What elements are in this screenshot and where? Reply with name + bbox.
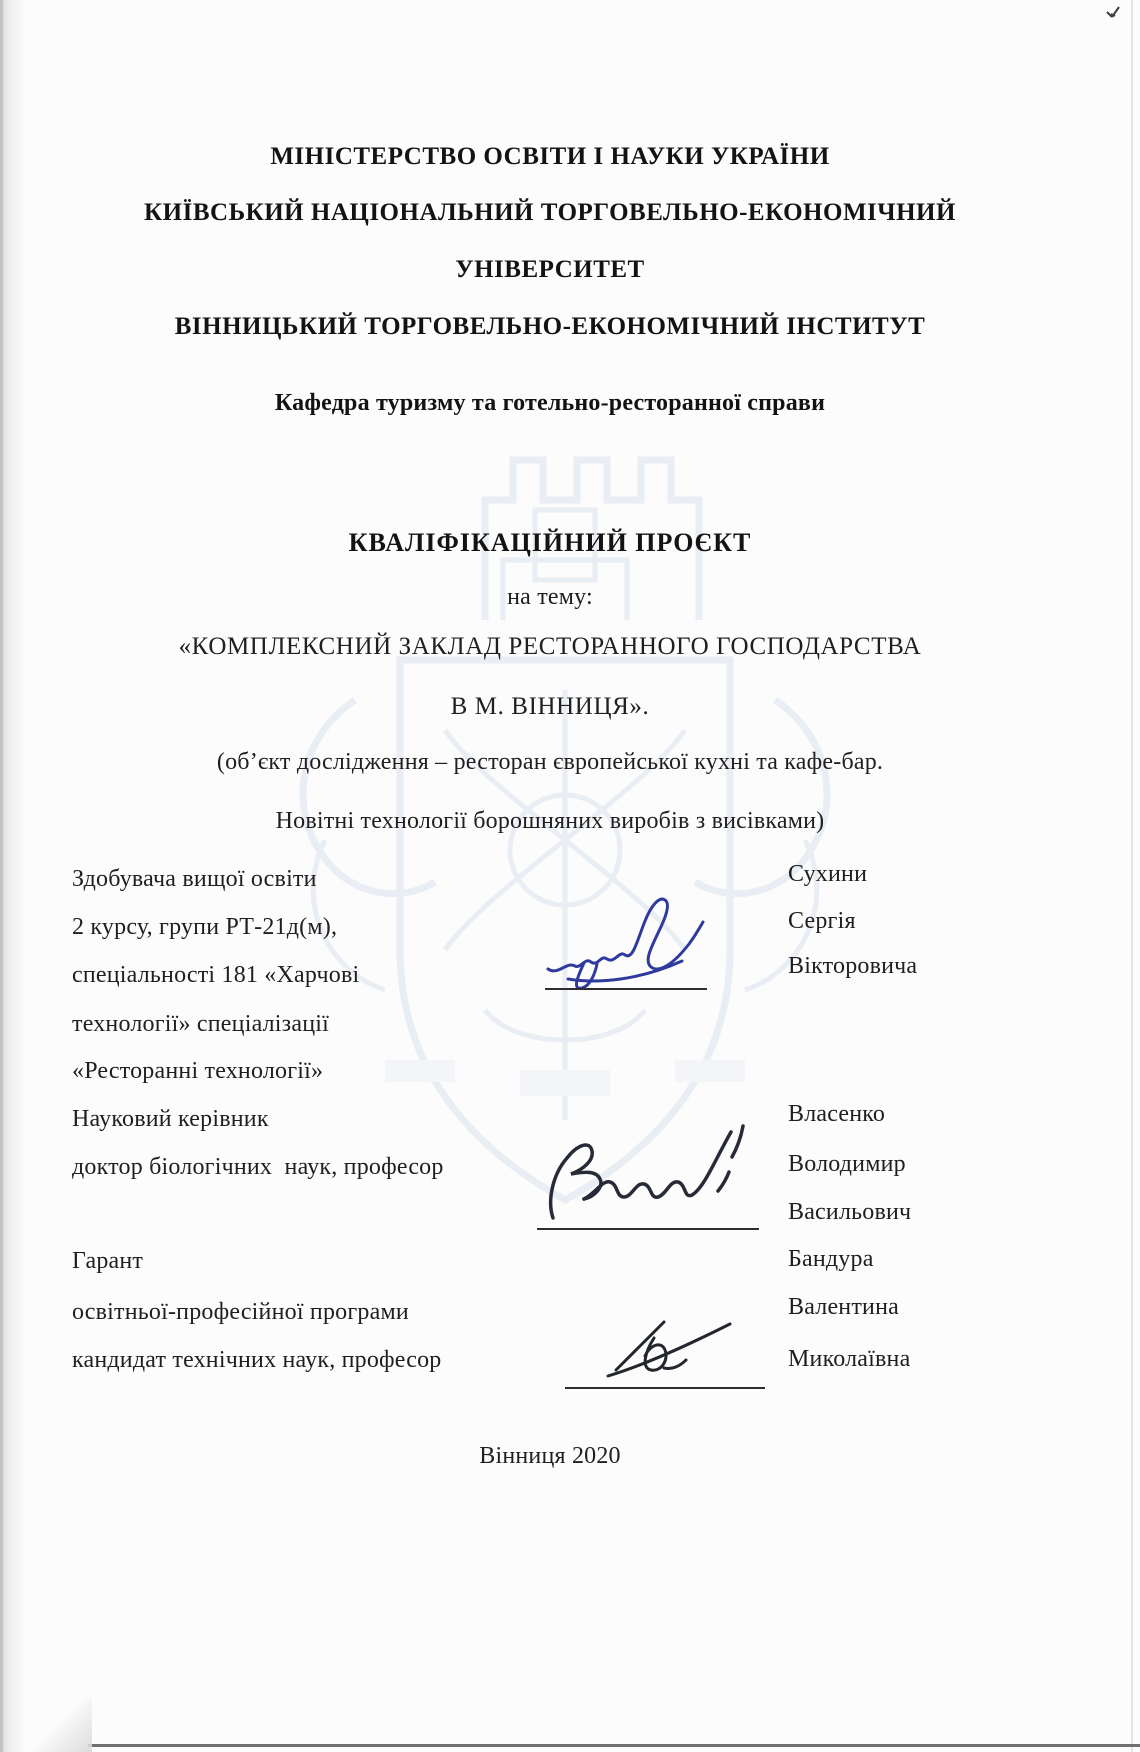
- student-role-line-1: Здобувача вищої освіти: [72, 866, 317, 892]
- guarantor-signature-line: [565, 1387, 765, 1389]
- supervisor-surname: Власенко: [788, 1101, 886, 1127]
- department-line: Кафедра туризму та готельно-ресторанної справи: [274, 390, 826, 416]
- supervisor-signature: [533, 1118, 765, 1233]
- student-role-line-5: «Ресторанні технології»: [72, 1058, 324, 1084]
- student-firstname: Сергія: [788, 908, 856, 934]
- student-signature: [540, 893, 710, 993]
- scan-left-edge: [0, 0, 26, 1752]
- topic-line-1: «КОМПЛЕКСНИЙ ЗАКЛАД РЕСТОРАННОГО ГОСПОДАРСТВА: [178, 633, 922, 660]
- university-line-2: УНІВЕРСИТЕТ: [455, 256, 645, 283]
- guarantor-role-line-1: Гарант: [72, 1248, 144, 1274]
- scan-left-edge-line: [0, 0, 3, 1752]
- guarantor-patronymic: Миколаївна: [788, 1346, 911, 1372]
- on-topic-label: на тему:: [507, 584, 593, 610]
- student-signature-line: [545, 988, 707, 990]
- student-role-line-2: 2 курсу, групи РТ-21д(м),: [72, 914, 338, 940]
- topic-line-2: В М. ВІННИЦЯ».: [450, 693, 650, 720]
- supervisor-role-line-1: Науковий керівник: [72, 1106, 269, 1132]
- guarantor-role-line-3: кандидат технічних наук, професор: [72, 1347, 442, 1373]
- institute-line: ВІННИЦЬКИЙ ТОРГОВЕЛЬНО-ЕКОНОМІЧНИЙ ІНСТИТУТ: [174, 313, 926, 340]
- scan-right-edge-line: [1131, 0, 1133, 1752]
- ministry-line: МІНІСТЕРСТВО ОСВІТИ І НАУКИ УКРАЇНИ: [270, 143, 830, 170]
- city-year-line: Вінниця 2020: [479, 1443, 621, 1469]
- university-line-1: КИЇВСЬКИЙ НАЦІОНАЛЬНИЙ ТОРГОВЕЛЬНО-ЕКОНОМІЧНИЙ: [144, 199, 956, 226]
- guarantor-firstname: Валентина: [788, 1294, 899, 1320]
- scan-bottom-edge: [88, 1744, 1140, 1747]
- student-role-line-3: спеціальності 181 «Харчові: [72, 962, 360, 988]
- subject-line-2: Новітні технології борошняних виробів з висівками): [275, 808, 825, 834]
- supervisor-signature-line: [537, 1228, 759, 1230]
- student-patronymic: Вікторовича: [788, 953, 918, 979]
- guarantor-signature: [598, 1312, 738, 1382]
- student-surname: Сухини: [788, 861, 868, 887]
- emblem-fills: [385, 1060, 745, 1096]
- work-type-title: КВАЛІФІКАЦІЙНИЙ ПРОЄКТ: [348, 528, 752, 557]
- subject-line-1: (об’єкт дослідження – ресторан європейської кухні та кафе-бар.: [216, 749, 884, 775]
- supervisor-firstname: Володимир: [788, 1151, 906, 1177]
- scan-corner-shadow: [0, 1698, 92, 1752]
- pen-mark-icon: [1103, 4, 1123, 22]
- guarantor-role-line-2: освітньої-професійної програми: [72, 1299, 409, 1325]
- supervisor-patronymic: Васильович: [788, 1199, 912, 1225]
- supervisor-role-line-2: доктор біологічних наук, професор: [72, 1154, 444, 1180]
- guarantor-surname: Бандура: [788, 1246, 874, 1272]
- student-role-line-4: технології» спеціалізації: [72, 1011, 329, 1037]
